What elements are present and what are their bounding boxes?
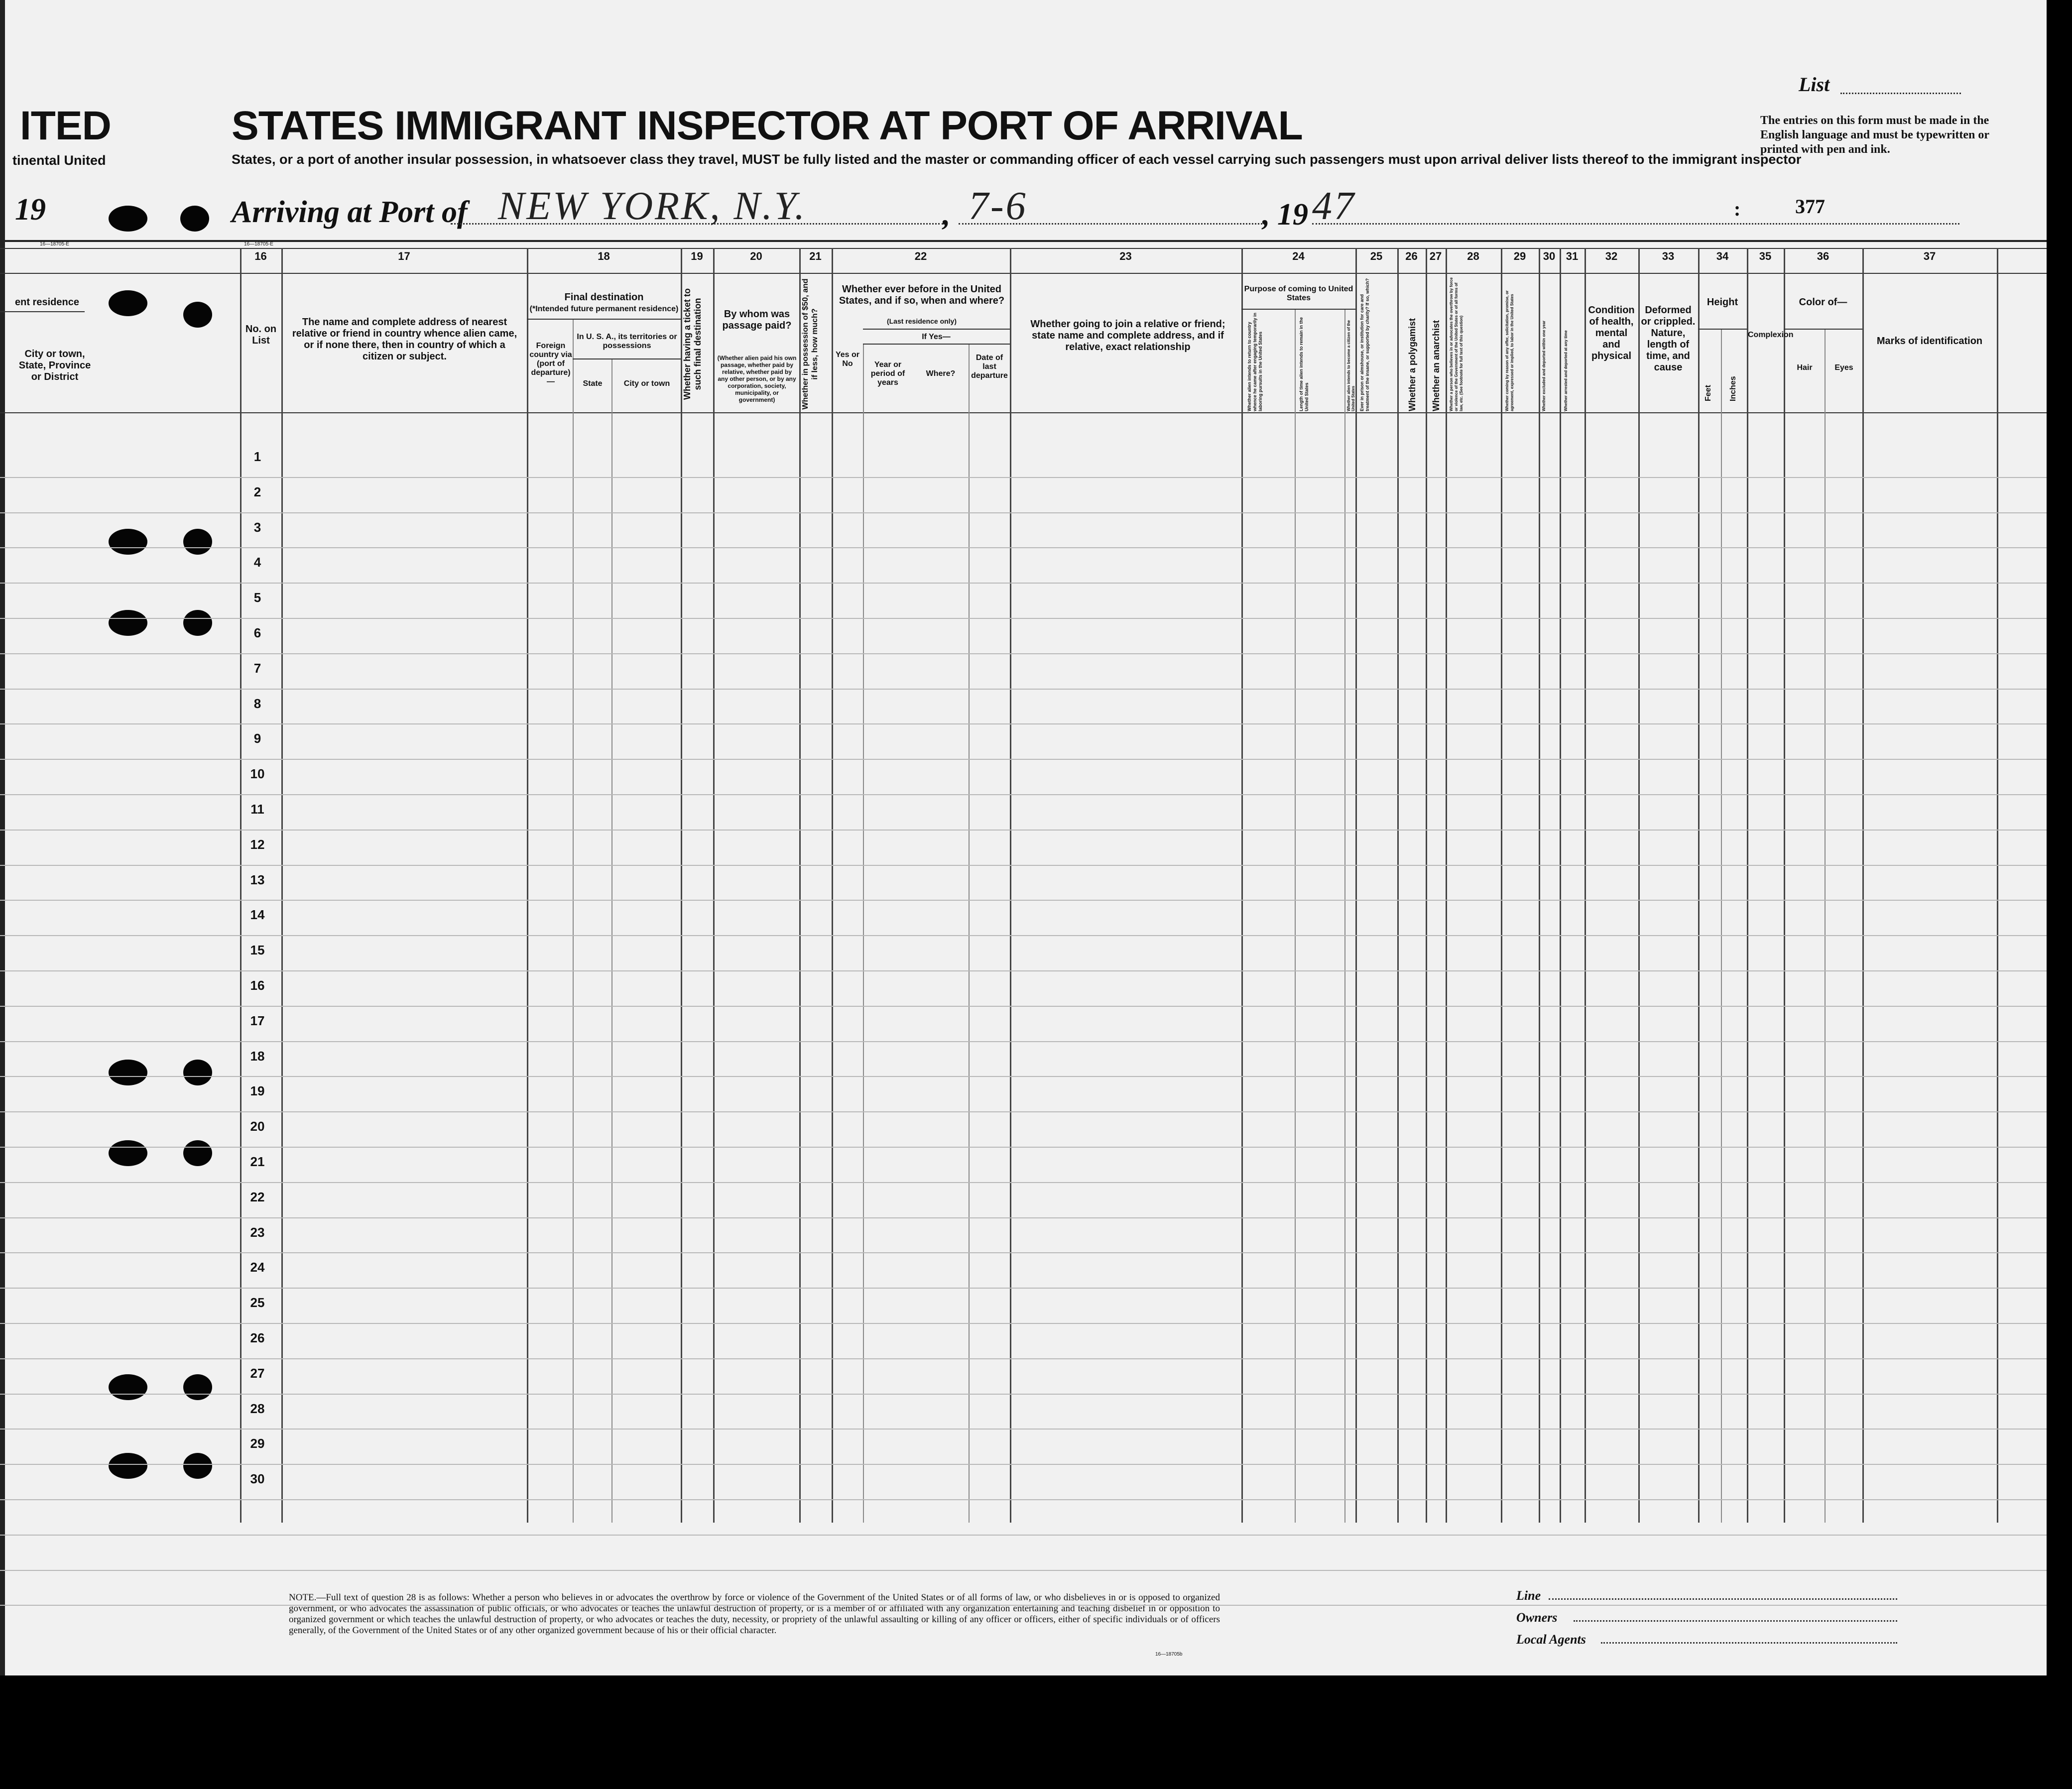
col-divider: [573, 319, 574, 1523]
row-rule: [0, 1217, 2047, 1218]
col-num-18: 18: [598, 250, 610, 262]
sub-rule: [1698, 329, 1747, 330]
row-number: 10: [250, 766, 265, 781]
col-divider: [1501, 248, 1502, 1523]
col-divider: [1446, 248, 1447, 1523]
hdr-c20-title: By whom was passage paid?: [722, 309, 792, 331]
punch-hole: [109, 1140, 147, 1166]
col-divider: [1426, 248, 1427, 1523]
hdr-c23: Whether going to join a relative or friend; state name and complete address, and if relative, exact relationship: [1030, 319, 1225, 353]
row-rule: [0, 1464, 2047, 1465]
hdr-c22-year: Year or period of years: [870, 360, 905, 387]
row-number: 25: [250, 1295, 265, 1310]
row-number: 15: [250, 943, 265, 957]
comma-1: ,: [943, 198, 951, 232]
col-num-35: 35: [1759, 250, 1772, 262]
col-num-23: 23: [1119, 250, 1132, 262]
col-num-21: 21: [809, 250, 822, 262]
hdr-c37: Marks of identification: [1876, 336, 1983, 347]
row-rule: [0, 1006, 2047, 1007]
punch-hole: [183, 1453, 212, 1479]
row-number: 24: [250, 1260, 265, 1275]
col-divider: [1638, 248, 1640, 1523]
left-year: 19: [15, 193, 46, 227]
hdr-c27: Whether an anarchist: [1431, 320, 1441, 411]
sub-rule: [863, 329, 1010, 330]
owners-label: Owners: [1516, 1610, 1558, 1625]
row-number: 23: [250, 1225, 265, 1240]
row-number: 20: [250, 1119, 265, 1134]
hdr-c34-feet: Feet: [1704, 385, 1712, 401]
scan-border: [2047, 0, 2072, 1789]
colnum-rule: [0, 273, 2047, 274]
hdr-c24-c: Whether alien intends to become a citizen of the United States: [1346, 320, 1355, 411]
sub-rule: [1784, 329, 1862, 330]
col-num-25: 25: [1370, 250, 1383, 262]
row-number: 13: [250, 872, 265, 887]
col-divider: [1784, 248, 1785, 1523]
col-divider: [281, 248, 283, 1523]
col-num-33: 33: [1662, 250, 1675, 262]
punch-hole: [109, 1453, 147, 1479]
entry-notice: The entries on this form must be made in the English language and must be typewritten or printed with pen and ink.: [1760, 114, 1989, 156]
col-num-32: 32: [1605, 250, 1618, 262]
colon-mark: :: [1734, 198, 1741, 220]
row-rule: [0, 900, 2047, 901]
hdr-c32: Condition of health, mental and physical: [1588, 305, 1635, 361]
punch-hole: [109, 1374, 147, 1400]
hdr-c18-title: Final destination: [564, 292, 644, 303]
col-divider: [713, 248, 715, 1523]
punch-hole: [183, 529, 212, 555]
hdr-c26: Whether a polygamist: [1407, 318, 1417, 411]
line-label: Line: [1516, 1588, 1541, 1603]
hdr-c17: The name and complete address of nearest relative or friend in country whence alien came, or if none there, then in country of which a citizen or subject.: [292, 317, 517, 362]
col-num-27: 27: [1429, 250, 1442, 262]
punch-hole: [109, 290, 147, 316]
footnote-q28: NOTE.—Full text of question 28 is as follows: Whether a person who believes in or advocates the overthrow by force or violence of the Government of the United States or of all forms of law, or who disbelieves in or is opposed to organized government, or who advocates the assassination of public officials, or who advocates or teaches the unlawful destruction of property, or is a member of or affiliated with any organization entertaining and teaching disbelief in or opposition to organized government or which teaches the unlawful destruction of property, or who advocates or teaches the duty, necessity, or propriety of the unlawful assaulting or killing of any officer or officers, either of specific individuals or of officers generally, of the Government of the United States or of any other organized government because of his or their official character.: [289, 1592, 1220, 1636]
col-divider: [1241, 248, 1243, 1523]
row-rule: [0, 547, 2047, 548]
agents-label: Local Agents: [1516, 1632, 1586, 1647]
row-rule: [0, 1605, 2047, 1606]
hdr-c18-state: State: [583, 379, 603, 388]
hdr-c22-note: (Last residence only): [886, 317, 957, 325]
punch-hole: [183, 1060, 212, 1085]
row-rule: [0, 865, 2047, 866]
left-title-fragment: ITED: [20, 103, 111, 148]
col-divider: [1997, 248, 1998, 1523]
row-number: 29: [250, 1436, 265, 1451]
row-number: 16: [250, 978, 265, 993]
hdr-c29: Whether coming by reason of any offer, solicitation, promise, or agreement, expressed or implied, to labor in the United States: [1505, 290, 1514, 411]
row-rule: [0, 830, 2047, 831]
col-divider: [1747, 248, 1748, 1523]
row-number: 17: [250, 1013, 265, 1028]
hdr-c16: No. on List: [245, 324, 277, 346]
col-divider: [1698, 248, 1700, 1523]
form-ref-mid: 16—18705-E: [244, 241, 273, 247]
row-number: 28: [250, 1401, 265, 1416]
row-rule: [0, 1429, 2047, 1430]
col-divider: [1295, 309, 1296, 1523]
col-divider: [1010, 248, 1011, 1523]
row-rule: [0, 1147, 2047, 1148]
row-rule: [0, 1499, 2047, 1500]
row-rule: [0, 1182, 2047, 1183]
punch-hole: [109, 610, 147, 636]
col-num-19: 19: [691, 250, 703, 262]
page-edge: [0, 0, 5, 1675]
row-rule: [0, 1535, 2047, 1536]
punch-hole: [109, 1060, 147, 1085]
row-rule: [0, 689, 2047, 690]
agents-blank: [1601, 1642, 1897, 1644]
row-rule: [0, 1394, 2047, 1395]
col-num-30: 30: [1543, 250, 1556, 262]
col-divider: [863, 344, 864, 1523]
row-rule: [0, 935, 2047, 936]
row-number: 7: [253, 661, 261, 676]
hdr-c18-city: City or town: [623, 379, 670, 388]
hdr-c19: Whether having a ticket to such final destination: [682, 288, 703, 400]
col-divider: [799, 248, 801, 1523]
hdr-c35: Complexion: [1748, 331, 1794, 339]
row-number: 30: [250, 1471, 265, 1486]
footer-form-code: 16—18705b: [1155, 1652, 1183, 1657]
hdr-c22-title: Whether ever before in the United States, and if so, when and where?: [839, 284, 1005, 306]
hdr-c25: Ever in prison or almshouse, or institution for care and treatment of the insane, or supported by charity? If so, which?: [1359, 278, 1370, 411]
row-number: 2: [253, 484, 261, 499]
row-number: 18: [250, 1049, 265, 1064]
row-rule: [0, 512, 2047, 513]
col-divider: [1584, 248, 1586, 1523]
col-divider: [1539, 248, 1540, 1523]
row-rule: [0, 583, 2047, 584]
table-top-rule-2: [0, 248, 2047, 249]
hdr-c24-title: Purpose of coming to United States: [1244, 285, 1353, 302]
hdr-c36-hair: Hair: [1797, 363, 1813, 372]
row-rule: [0, 1111, 2047, 1112]
row-rule: [0, 1323, 2047, 1324]
punch-hole: [183, 1374, 212, 1400]
list-blank: [1840, 93, 1961, 94]
sub-rule: [1241, 309, 1355, 310]
date-handwritten: 7-6: [969, 184, 1028, 228]
col-divider: [1862, 248, 1864, 1523]
hdr-c22-yesno: Yes or No: [835, 351, 860, 368]
year-prefix: 19: [1277, 198, 1308, 232]
row-number: 21: [250, 1154, 265, 1169]
row-number: 6: [253, 625, 261, 640]
col-divider: [1825, 329, 1826, 1523]
row-rule: [0, 759, 2047, 760]
col-divider: [832, 248, 833, 1523]
col-num-28: 28: [1467, 250, 1479, 262]
row-number: 1: [253, 449, 261, 464]
row-number: 9: [253, 731, 261, 746]
row-number: 3: [253, 520, 261, 535]
col-divider: [1397, 248, 1399, 1523]
arriving-label: Arriving at Port of: [232, 195, 468, 229]
row-rule: [0, 477, 2047, 478]
year-line: [1312, 223, 1959, 225]
hdr-c18-note: (*Intended future permanent residence): [529, 305, 679, 313]
hdr-c22-where: Where?: [926, 369, 956, 378]
row-rule: [0, 1358, 2047, 1359]
page-title: STATES IMMIGRANT INSPECTOR AT PORT OF ARRIVAL: [232, 103, 1303, 148]
punch-hole: [183, 302, 212, 328]
hdr-c22-date: Date of last departure: [971, 354, 1008, 380]
col-num-26: 26: [1405, 250, 1418, 262]
punch-hole: [183, 610, 212, 636]
list-label: List: [1799, 73, 1830, 96]
owners-blank: [1574, 1620, 1897, 1622]
hdr-c18-foreign: Foreign country via (port of departure)—: [529, 342, 572, 386]
col-num-29: 29: [1513, 250, 1526, 262]
row-rule: [0, 618, 2047, 619]
table-top-rule: [0, 240, 2047, 242]
row-rule: [0, 794, 2047, 795]
row-rule: [0, 1288, 2047, 1289]
row-rule: [0, 1252, 2047, 1253]
punch-hole: [180, 206, 209, 232]
sub-rule: [527, 319, 681, 320]
row-number: 4: [253, 555, 261, 570]
col-divider: [969, 344, 970, 1523]
col-divider: [681, 248, 682, 1523]
form-ref-left: 16—18705-E: [40, 241, 69, 247]
page-subtitle: States, or a port of another insular possession, in whatsoever class they travel, MUST be fully listed and the master or commanding officer of each vessel carrying such passengers must upon arrival deliver lists thereof to the immigrant inspector: [232, 152, 1802, 167]
hdr-c33: Deformed or crippled. Nature, length of time, and cause: [1641, 305, 1696, 373]
hdr-c15-sub: City or town, State, Province or District: [18, 349, 91, 382]
col-divider: [1355, 248, 1357, 1523]
col-num-34: 34: [1716, 250, 1729, 262]
row-number: 27: [250, 1366, 265, 1381]
sub-rule: [573, 358, 681, 359]
row-number: 11: [250, 802, 264, 817]
col-divider: [1560, 248, 1561, 1523]
hdr-c30: Whether excluded and deported within one year: [1542, 320, 1546, 411]
port-handwritten: NEW YORK, N.Y.: [498, 184, 807, 228]
col-num-16: 16: [254, 250, 267, 262]
row-rule: [0, 1076, 2047, 1077]
header-bottom-rule: [0, 412, 2047, 413]
col-num-37: 37: [1923, 250, 1936, 262]
hdr-c21: Whether in possession of $50, and if less, how much?: [801, 278, 819, 410]
line-blank: [1549, 1598, 1897, 1600]
hdr-c36-eyes: Eyes: [1834, 363, 1853, 372]
stamp-number: 377: [1795, 195, 1825, 218]
col-num-22: 22: [914, 250, 927, 262]
col-num-20: 20: [750, 250, 762, 262]
sub-rule: [863, 344, 1010, 345]
row-number: 22: [250, 1190, 265, 1204]
hdr-c31: Whether arrested and deported at any time: [1564, 330, 1568, 411]
hdr-c24-b: Length of time alien intends to remain in the United States: [1299, 317, 1309, 411]
punch-hole: [109, 206, 147, 232]
hdr-c18-usa: In U. S. A., its territories or possessions: [577, 333, 677, 350]
row-rule: [0, 970, 2047, 971]
hdr-c34-inches: Inches: [1729, 376, 1737, 401]
row-rule: [0, 1041, 2047, 1042]
sub-rule: [0, 311, 85, 312]
row-rule: [0, 653, 2047, 654]
row-number: 14: [250, 907, 265, 922]
row-rule: [0, 723, 2047, 724]
row-number: 12: [250, 837, 265, 852]
col-num-24: 24: [1292, 250, 1305, 262]
hdr-c20-note: (Whether alien paid his own passage, whether paid by relative, whether paid by any other person, or by any corporation, society, municipality, or government): [717, 355, 797, 403]
col-divider: [1721, 329, 1722, 1523]
punch-hole: [109, 529, 147, 555]
col-num-36: 36: [1817, 250, 1829, 262]
col-divider: [1344, 309, 1345, 1523]
col-num-31: 31: [1566, 250, 1579, 262]
hdr-c28: Whether a person who believes in or advocates the overthrow by force or violence of the Government of the United States or of all forms of law, etc. (See footnote for full text of this question): [1449, 277, 1463, 411]
row-number: 5: [253, 590, 261, 605]
hdr-c22-ifyes: If Yes—: [922, 333, 951, 341]
row-number: 19: [250, 1083, 265, 1098]
col-num-17: 17: [398, 250, 410, 262]
hdr-c34-title: Height: [1706, 297, 1738, 308]
row-number: 26: [250, 1330, 265, 1345]
punch-hole: [183, 1140, 212, 1166]
hdr-c24-a: Whether alien intends to return to country whence he came after engaging temporarily in laboring pursuits in the United States: [1247, 312, 1263, 411]
col-divider: [611, 358, 612, 1523]
col-divider: [527, 248, 528, 1523]
row-rule: [0, 1570, 2047, 1571]
hdr-c36-title: Color of—: [1799, 297, 1847, 308]
year-handwritten: 47: [1312, 184, 1356, 228]
row-number: 8: [253, 696, 261, 711]
hdr-c15-title: ent residence: [15, 297, 79, 308]
left-subtitle-fragment: tinental United: [12, 153, 106, 168]
comma-2: ,: [1262, 198, 1270, 232]
